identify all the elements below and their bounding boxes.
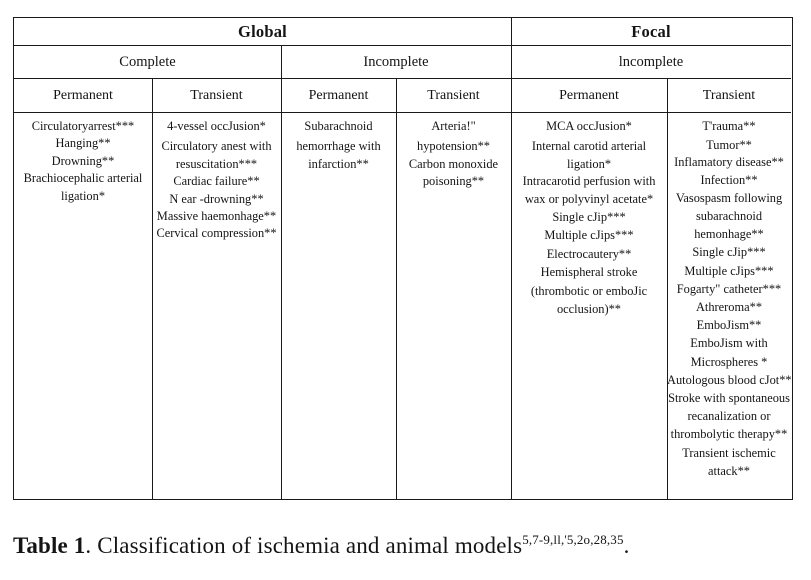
cell-line: Massive haemonhage** xyxy=(156,209,277,224)
cell-line: resuscitation*** xyxy=(175,156,258,171)
cell-line: Subarachnoid xyxy=(304,119,373,133)
cell-line: Transient ischemic xyxy=(682,445,776,460)
cell-line: Carbon monoxide xyxy=(408,156,499,171)
cell-line: Single cJip*** xyxy=(552,210,626,225)
cell-line: Infection** xyxy=(700,172,758,187)
cell-line: wax or polyvinyl acetate* xyxy=(524,191,654,206)
cell-line: Vasospasm following xyxy=(675,190,783,205)
cell-line: Multiple cJips*** xyxy=(684,263,774,278)
classification-table xyxy=(13,17,793,500)
cell-line: Electrocautery** xyxy=(546,246,632,261)
cell-line: Microspheres * xyxy=(690,354,768,369)
cell-line: Autologous blood cJot** xyxy=(667,372,792,387)
cell-line: Circulatoryarrest*** xyxy=(31,119,135,133)
cell-line: Stroke with spontaneous xyxy=(668,391,790,406)
cell-focal-incomplete-permanent xyxy=(511,118,667,318)
rule-below-groups xyxy=(14,45,791,46)
column-header: Permanent xyxy=(53,88,113,103)
caption-label: Table 1 xyxy=(13,533,86,558)
subgroup-header-complete: Complete xyxy=(119,54,176,70)
group-header-focal: Focal xyxy=(631,22,671,41)
rule-below-subgroups xyxy=(14,78,791,79)
column-header: Permanent xyxy=(559,88,619,103)
subgroup-header-focal-incomplete: lncomplete xyxy=(618,54,684,70)
cell-line: Tumor** xyxy=(706,138,752,153)
caption-references: 5,7-9,ll,'5,2o,28,35 xyxy=(522,532,624,547)
cell-line: Brachiocephalic arterial xyxy=(23,171,143,186)
cell-line: thrombolytic therapy** xyxy=(670,427,788,442)
caption-text: . Classification of ischemia and animal models xyxy=(85,533,523,558)
table-caption xyxy=(13,533,630,559)
column-header: Transient xyxy=(190,88,243,103)
cell-line: infarction** xyxy=(308,156,369,171)
cell-line: subarachnoid xyxy=(695,209,763,224)
cell-line: hemonhage** xyxy=(694,227,764,242)
cell-global-complete-transient xyxy=(152,118,281,243)
group-header-global: Global xyxy=(238,22,287,41)
cell-line: occlusion)** xyxy=(556,302,621,317)
cell-line: EmboJism** xyxy=(696,318,762,333)
cell-line: Intracarotid perfusion with xyxy=(522,174,656,189)
cell-line: MCA occJusion* xyxy=(546,119,632,133)
cell-line: 4-vessel occJusion* xyxy=(167,119,266,133)
cell-focal-incomplete-transient xyxy=(667,118,791,480)
rule-complete-incomplete xyxy=(281,45,282,499)
cell-global-complete-permanent xyxy=(14,118,152,205)
cell-line: Multiple cJips*** xyxy=(544,228,634,243)
cell-line: hypotension** xyxy=(417,139,490,154)
cell-line: Hemispheral stroke xyxy=(540,265,638,280)
column-header: Transient xyxy=(702,88,756,103)
cell-line: Cardiac failure** xyxy=(173,174,260,189)
cell-line: poisoning** xyxy=(422,174,485,189)
column-header: Permanent xyxy=(308,88,369,103)
cell-line: N ear -drowning** xyxy=(169,191,264,206)
cell-line: Drowning** xyxy=(51,153,115,168)
cell-line: Circulatory anest with xyxy=(161,139,272,154)
cell-line: Hanging** xyxy=(55,136,111,151)
caption-end: . xyxy=(623,533,630,558)
cell-line: Fogarty" catheter*** xyxy=(676,281,782,296)
cell-global-incomplete-permanent xyxy=(281,118,396,173)
cell-line: hemorrhage with xyxy=(296,139,381,154)
cell-line: ligation* xyxy=(60,188,106,203)
cell-line: Internal carotid arterial xyxy=(531,139,647,154)
cell-line: EmboJism with xyxy=(690,336,768,351)
cell-line: T'rauma** xyxy=(702,119,756,133)
subgroup-header-incomplete: Incomplete xyxy=(363,54,429,70)
cell-line: Arteria!" xyxy=(431,119,476,133)
cell-line: Athreroma** xyxy=(695,300,763,315)
cell-line: attack** xyxy=(708,463,750,478)
column-header: Transient xyxy=(427,88,480,103)
cell-line: recanalization or xyxy=(687,409,771,424)
cell-line: Inflamatory disease** xyxy=(674,155,784,170)
cell-line: Single cJip*** xyxy=(692,245,766,260)
cell-line: Cervical compression** xyxy=(156,226,277,241)
cell-line: (thrombotic or emboJic xyxy=(530,283,648,298)
rule-below-headers xyxy=(14,112,791,113)
cell-global-incomplete-transient xyxy=(396,118,511,191)
cell-line: ligation* xyxy=(566,156,612,171)
